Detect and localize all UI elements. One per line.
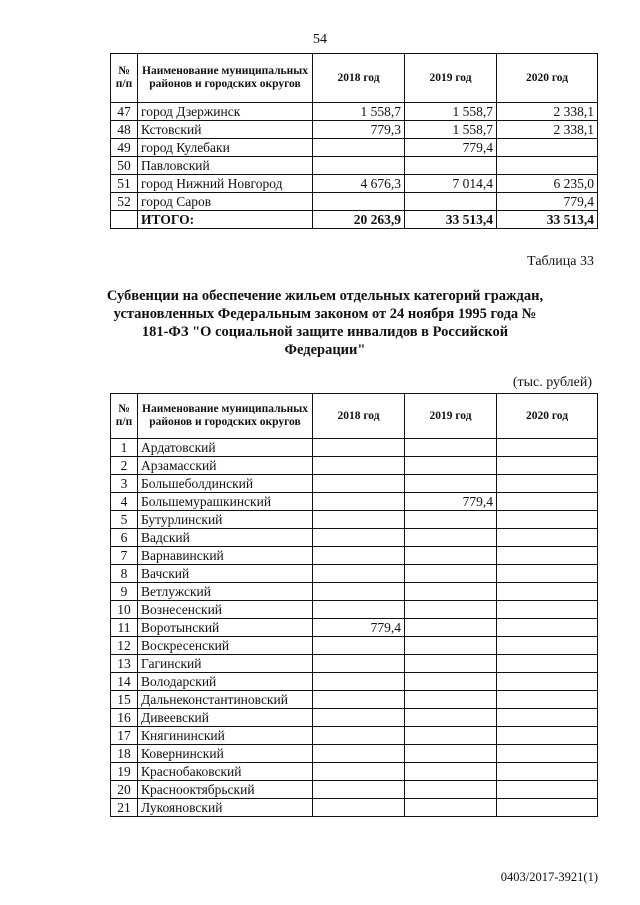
- total-row: [111, 211, 598, 229]
- district-name: Кстовский: [138, 121, 313, 139]
- value-2019: [405, 583, 497, 601]
- value-2019: [405, 781, 497, 799]
- table-row: [111, 601, 598, 619]
- value-2018: [313, 799, 405, 817]
- row-number: 6: [111, 529, 138, 547]
- value-2019: [405, 619, 497, 637]
- value-2018: [313, 157, 405, 175]
- table-row: [111, 457, 598, 475]
- value-2019: [405, 601, 497, 619]
- value-2018: 1 558,7: [313, 103, 405, 121]
- value-2018: [313, 601, 405, 619]
- value-2018: [313, 673, 405, 691]
- district-name: Вознесенский: [138, 601, 313, 619]
- row-number: 16: [111, 709, 138, 727]
- page-number: 54: [313, 32, 327, 47]
- table-row: [111, 439, 598, 457]
- value-2020: [497, 763, 598, 781]
- value-2020: [497, 637, 598, 655]
- table-33: [110, 393, 598, 817]
- value-2019: 779,4: [405, 493, 497, 511]
- value-2020: [497, 547, 598, 565]
- header-2018: 2018 год: [313, 394, 405, 439]
- district-name: Вачский: [138, 565, 313, 583]
- table-row: [111, 619, 598, 637]
- value-2020: 2 338,1: [497, 121, 598, 139]
- row-number: 51: [111, 175, 138, 193]
- row-number: 5: [111, 511, 138, 529]
- table-row: [111, 763, 598, 781]
- district-name: Большеболдинский: [138, 475, 313, 493]
- value-2020: [497, 619, 598, 637]
- value-2019: [405, 565, 497, 583]
- row-number: 12: [111, 637, 138, 655]
- district-name: Воскресенский: [138, 637, 313, 655]
- value-2018: [313, 493, 405, 511]
- row-number: 11: [111, 619, 138, 637]
- table-row: [111, 781, 598, 799]
- header-2019: 2019 год: [405, 54, 497, 103]
- document-code: 0403/2017-3921(1): [500, 870, 598, 884]
- district-name: Вадский: [138, 529, 313, 547]
- row-number: 2: [111, 457, 138, 475]
- table-continuation: [110, 53, 598, 229]
- value-2019: 1 558,7: [405, 121, 497, 139]
- header-name: Наименование муниципальных районов и городских округов: [138, 54, 313, 103]
- value-2020: [497, 139, 598, 157]
- value-2020: [497, 565, 598, 583]
- table-row: [111, 547, 598, 565]
- table-row: [111, 565, 598, 583]
- row-number: 7: [111, 547, 138, 565]
- row-number: 19: [111, 763, 138, 781]
- total-num-cell: [111, 211, 138, 229]
- district-name: Варнавинский: [138, 547, 313, 565]
- row-number: 8: [111, 565, 138, 583]
- header-name: Наименование муниципальных районов и городских округов: [138, 394, 313, 439]
- district-name: Дальнеконстантиновский: [138, 691, 313, 709]
- total-2018: 20 263,9: [313, 211, 405, 229]
- value-2019: [405, 547, 497, 565]
- district-name: Бутурлинский: [138, 511, 313, 529]
- value-2019: 1 558,7: [405, 103, 497, 121]
- value-2018: [313, 193, 405, 211]
- value-2018: [313, 709, 405, 727]
- value-2019: [405, 475, 497, 493]
- value-2020: [497, 529, 598, 547]
- district-name: Княгининский: [138, 727, 313, 745]
- value-2019: [405, 655, 497, 673]
- district-name: Ветлужский: [138, 583, 313, 601]
- table-row: [111, 583, 598, 601]
- value-2020: 779,4: [497, 193, 598, 211]
- table-row: [111, 673, 598, 691]
- row-number: 17: [111, 727, 138, 745]
- value-2019: [405, 457, 497, 475]
- row-number: 52: [111, 193, 138, 211]
- total-2020: 33 513,4: [497, 211, 598, 229]
- row-number: 4: [111, 493, 138, 511]
- value-2018: [313, 475, 405, 493]
- row-number: 18: [111, 745, 138, 763]
- value-2019: [405, 637, 497, 655]
- value-2019: [405, 511, 497, 529]
- value-2020: [497, 709, 598, 727]
- table-row: [111, 193, 598, 211]
- row-number: 21: [111, 799, 138, 817]
- row-number: 49: [111, 139, 138, 157]
- value-2020: 2 338,1: [497, 103, 598, 121]
- header-2019: 2019 год: [405, 394, 497, 439]
- total-label: ИТОГО:: [138, 211, 313, 229]
- value-2018: [313, 727, 405, 745]
- value-2020: [497, 673, 598, 691]
- header-num: № п/п: [111, 394, 138, 439]
- table-row: [111, 799, 598, 817]
- district-name: Ковернинский: [138, 745, 313, 763]
- value-2019: [405, 799, 497, 817]
- value-2019: [405, 745, 497, 763]
- table-row: [111, 727, 598, 745]
- table-row: [111, 637, 598, 655]
- district-name: город Саров: [138, 193, 313, 211]
- district-name: Большемурашкинский: [138, 493, 313, 511]
- district-name: Арзамасский: [138, 457, 313, 475]
- table-row: [111, 655, 598, 673]
- value-2019: [405, 727, 497, 745]
- value-2020: [497, 655, 598, 673]
- value-2019: [405, 439, 497, 457]
- value-2018: [313, 547, 405, 565]
- row-number: 3: [111, 475, 138, 493]
- value-2019: [405, 529, 497, 547]
- row-number: 47: [111, 103, 138, 121]
- table-row: [111, 691, 598, 709]
- table-row: [111, 475, 598, 493]
- table-title: Субвенции на обеспечение жильем отдельных категорий граждан, установленных Федеральным законом от 24 ноября 1995 года № 181-ФЗ "О социальной защите инвалидов в Российской Федерации": [106, 288, 544, 358]
- table-row: [111, 157, 598, 175]
- value-2019: [405, 193, 497, 211]
- value-2020: [497, 601, 598, 619]
- value-2020: 6 235,0: [497, 175, 598, 193]
- district-name: Гагинский: [138, 655, 313, 673]
- district-name: Дивеевский: [138, 709, 313, 727]
- value-2019: [405, 673, 497, 691]
- units-label: (тыс. рублей): [512, 375, 592, 390]
- value-2018: [313, 745, 405, 763]
- value-2018: 779,4: [313, 619, 405, 637]
- value-2020: [497, 439, 598, 457]
- row-number: 14: [111, 673, 138, 691]
- value-2018: [313, 763, 405, 781]
- row-number: 1: [111, 439, 138, 457]
- value-2018: [313, 583, 405, 601]
- value-2018: 779,3: [313, 121, 405, 139]
- value-2018: [313, 565, 405, 583]
- value-2020: [497, 583, 598, 601]
- value-2018: [313, 439, 405, 457]
- row-number: 13: [111, 655, 138, 673]
- district-name: город Дзержинск: [138, 103, 313, 121]
- value-2019: [405, 157, 497, 175]
- value-2018: 4 676,3: [313, 175, 405, 193]
- row-number: 48: [111, 121, 138, 139]
- row-number: 9: [111, 583, 138, 601]
- district-name: Краснобаковский: [138, 763, 313, 781]
- row-number: 50: [111, 157, 138, 175]
- value-2020: [497, 493, 598, 511]
- table-row: [111, 175, 598, 193]
- table-row: [111, 745, 598, 763]
- value-2019: 779,4: [405, 139, 497, 157]
- value-2020: [497, 727, 598, 745]
- table-row: [111, 139, 598, 157]
- value-2020: [497, 781, 598, 799]
- total-2019: 33 513,4: [405, 211, 497, 229]
- value-2020: [497, 745, 598, 763]
- district-name: Ардатовский: [138, 439, 313, 457]
- value-2019: [405, 691, 497, 709]
- district-name: город Нижний Новгород: [138, 175, 313, 193]
- value-2019: [405, 763, 497, 781]
- table-row: [111, 709, 598, 727]
- value-2020: [497, 799, 598, 817]
- table-row: [111, 493, 598, 511]
- row-number: 10: [111, 601, 138, 619]
- value-2018: [313, 637, 405, 655]
- table-row: [111, 103, 598, 121]
- value-2020: [497, 475, 598, 493]
- value-2018: [313, 781, 405, 799]
- table-row: [111, 511, 598, 529]
- district-name: Павловский: [138, 157, 313, 175]
- table-row: [111, 121, 598, 139]
- district-name: Володарский: [138, 673, 313, 691]
- header-2020: 2020 год: [497, 54, 598, 103]
- district-name: Воротынский: [138, 619, 313, 637]
- value-2018: [313, 511, 405, 529]
- district-name: Лукояновский: [138, 799, 313, 817]
- value-2020: [497, 691, 598, 709]
- value-2018: [313, 457, 405, 475]
- value-2019: 7 014,4: [405, 175, 497, 193]
- value-2018: [313, 529, 405, 547]
- table-label: Таблица 33: [527, 254, 594, 269]
- header-2020: 2020 год: [497, 394, 598, 439]
- header-2018: 2018 год: [313, 54, 405, 103]
- value-2018: [313, 691, 405, 709]
- value-2020: [497, 511, 598, 529]
- value-2020: [497, 457, 598, 475]
- district-name: город Кулебаки: [138, 139, 313, 157]
- row-number: 20: [111, 781, 138, 799]
- row-number: 15: [111, 691, 138, 709]
- value-2019: [405, 709, 497, 727]
- value-2020: [497, 157, 598, 175]
- district-name: Краснооктябрьский: [138, 781, 313, 799]
- table-row: [111, 529, 598, 547]
- value-2018: [313, 655, 405, 673]
- header-num: № п/п: [111, 54, 138, 103]
- value-2018: [313, 139, 405, 157]
